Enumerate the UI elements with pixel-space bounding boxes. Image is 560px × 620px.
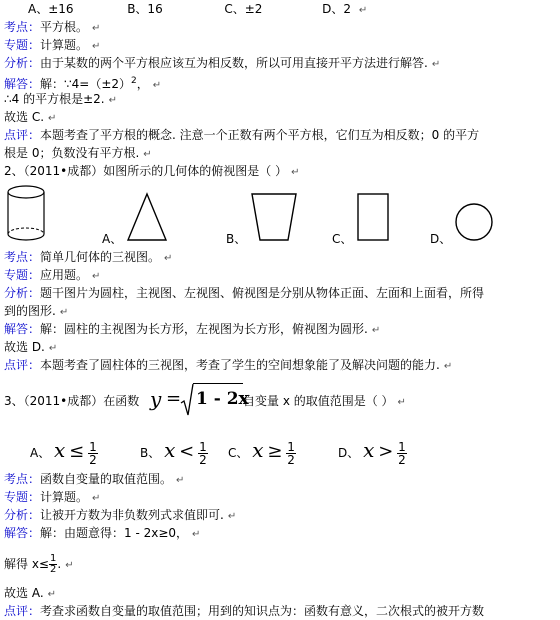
jieda-label: 解答：	[4, 77, 41, 91]
choice-text: 故选 D.	[4, 340, 45, 354]
jieda-text: 解：由题意得：1 - 2x≥0，	[40, 526, 189, 540]
q2-stem-text: 2、（2011•成都）如图所示的几何体的俯视图是（ ）	[4, 164, 288, 178]
return-mark: ↵	[92, 23, 101, 34]
dianping-text-1: 本题考查了平方根的概念. 注意一个正数有两个平方根，它们互为相反数；0 的平方	[40, 128, 480, 142]
triangle-icon	[126, 192, 168, 242]
option-var: x	[54, 438, 66, 462]
fenxi-label: 分析：	[4, 508, 41, 522]
q3-stem	[4, 392, 139, 410]
step2-text: ∴4 的平方根是±2.	[4, 92, 105, 106]
q3-stem-b: 自变量 x 的取值范围是（ ）	[243, 394, 394, 408]
q3-kaodian	[4, 470, 184, 490]
solve-prefix: 解得 x≤	[4, 557, 49, 571]
circle-icon	[454, 202, 494, 242]
q1-option-d: D、2	[322, 2, 351, 16]
return-mark: ↵	[192, 529, 201, 540]
return-mark: ↵	[291, 167, 300, 178]
return-mark: ↵	[92, 41, 101, 52]
option-op: <	[179, 441, 195, 462]
q1-options	[28, 0, 367, 20]
return-mark: ↵	[152, 80, 162, 91]
q3-choice	[4, 584, 56, 604]
return-mark: ↵	[65, 560, 74, 571]
q1-zhuanti	[4, 36, 100, 56]
sqrt-sign	[180, 383, 194, 417]
cylinder-figure	[6, 184, 46, 242]
kaodian-label: 考点：	[4, 250, 41, 264]
kaodian-label: 考点：	[4, 20, 41, 34]
q2-dianping	[4, 356, 452, 376]
fenxi-label: 分析：	[4, 56, 41, 70]
rectangle-icon	[356, 192, 390, 242]
return-mark: ↵	[358, 5, 368, 16]
q2-option-b-label: B、	[226, 232, 247, 246]
q3-stem-b-line	[243, 392, 406, 412]
q3-jieda	[4, 524, 200, 544]
zhuanti-label: 专题：	[4, 38, 41, 52]
q3-option-a	[30, 432, 98, 471]
return-mark: ↵	[443, 361, 453, 372]
q2-stem	[4, 162, 299, 182]
option-op: ≥	[267, 441, 283, 462]
return-mark: ↵	[176, 475, 185, 486]
solve-den: 2	[49, 564, 57, 575]
zhuanti-label: 专题：	[4, 268, 41, 282]
return-mark: ↵	[47, 589, 57, 600]
fraction-half	[198, 441, 208, 466]
zhuanti-text: 计算题。	[40, 38, 89, 52]
option-op: >	[378, 441, 394, 462]
return-mark: ↵	[371, 325, 381, 336]
q1-dianping-cont	[4, 144, 152, 164]
q3-dianping	[4, 602, 484, 620]
cylinder-top-ellipse	[8, 186, 44, 198]
frac-den: 2	[89, 453, 97, 467]
return-mark: ↵	[164, 253, 173, 264]
frac-num: 1	[398, 440, 406, 454]
func-eq: =	[166, 388, 182, 409]
option-label: B、	[140, 446, 161, 460]
q2-fenxi	[4, 284, 484, 302]
q1-option-b: B、16	[127, 2, 163, 16]
frac-num: 1	[89, 440, 97, 454]
q3-fenxi	[4, 506, 236, 526]
fraction-half	[397, 441, 407, 466]
q2-kaodian	[4, 248, 172, 268]
q1-dianping	[4, 126, 479, 144]
jieda-label: 解答：	[4, 526, 41, 540]
return-mark: ↵	[92, 493, 101, 504]
return-mark: ↵	[431, 59, 441, 70]
fenxi-text: 让被开方数为非负数列式求值即可.	[40, 508, 224, 522]
return-mark: ↵	[48, 343, 58, 354]
kaodian-label: 考点：	[4, 472, 41, 486]
q3-solve	[4, 550, 74, 580]
fenxi-text-1: 题干图片为圆柱，主视图、左视图、俯视图是分别从物体正面、左面和上面看，所得	[40, 286, 485, 300]
sqrt-bar	[193, 383, 243, 384]
q3-option-c	[228, 432, 296, 471]
fraction-half	[88, 441, 98, 466]
q1-option-c: C、±2	[224, 2, 263, 16]
option-label: A、	[30, 446, 51, 460]
frac-num: 1	[199, 440, 207, 454]
solve-end: .	[57, 557, 62, 571]
option-var: x	[252, 438, 264, 462]
option-var: x	[363, 438, 375, 462]
q2-choice	[4, 338, 57, 358]
return-mark: ↵	[143, 149, 152, 160]
kaodian-text: 函数自变量的取值范围。	[40, 472, 173, 486]
q1-choice	[4, 108, 56, 128]
jieda-text: 解：∵4=（±2）	[40, 77, 132, 91]
option-op: ≤	[69, 441, 85, 462]
dianping-label: 点评：	[4, 604, 41, 618]
option-label: C、	[228, 446, 249, 460]
q1-step2	[4, 90, 117, 110]
q2-fenxi-cont	[4, 302, 68, 322]
q3-stem-a: 3、（2011•成都）在函数	[4, 394, 140, 408]
dianping-text-2: 根是 0；负数没有平方根.	[4, 146, 140, 160]
zhuanti-text: 应用题。	[40, 268, 89, 282]
func-y: y	[150, 387, 162, 411]
fenxi-text: 由于某数的两个平方根应该互为相反数，所以可用直接开平方法进行解答.	[40, 56, 428, 70]
return-mark: ↵	[397, 397, 406, 408]
jieda-exponent: 2	[131, 76, 137, 86]
q2-option-a-label: A、	[102, 232, 123, 246]
return-mark: ↵	[92, 271, 101, 282]
radicand: 1 - 2x	[196, 389, 249, 409]
fenxi-text-2: 到的图形.	[4, 304, 56, 318]
dianping-label: 点评：	[4, 128, 41, 142]
zhuanti-text: 计算题。	[40, 490, 89, 504]
jieda-text: 解：圆柱的主视图为长方形，左视图为长方形，俯视图为圆形.	[40, 322, 368, 336]
fraction-half	[286, 441, 296, 466]
q3-zhuanti	[4, 488, 100, 508]
zhuanti-label: 专题：	[4, 490, 41, 504]
q3-option-d	[338, 432, 407, 471]
return-mark: ↵	[108, 95, 117, 106]
cylinder-bottom-back	[8, 228, 44, 234]
frac-num: 1	[287, 440, 295, 454]
frac-den: 2	[199, 453, 207, 467]
frac-den: 2	[398, 453, 406, 467]
return-mark: ↵	[227, 511, 237, 522]
dianping-text: 考查求函数自变量的取值范围；用到的知识点为：函数有意义，二次根式的被开方数	[40, 604, 485, 618]
cylinder-bottom-front	[8, 234, 44, 240]
q1-kaodian	[4, 18, 100, 38]
frac-den: 2	[287, 453, 295, 467]
q2-jieda	[4, 320, 380, 340]
option-var: x	[164, 438, 176, 462]
q1-fenxi	[4, 54, 440, 74]
choice-text: 故选 C.	[4, 110, 45, 124]
jieda-label: 解答：	[4, 322, 41, 336]
q2-zhuanti	[4, 266, 100, 286]
q2-option-d-label: D、	[430, 232, 452, 246]
fenxi-label: 分析：	[4, 286, 41, 300]
choice-text: 故选 A.	[4, 586, 44, 600]
kaodian-text: 简单几何体的三视图。	[40, 250, 161, 264]
q2-option-c-label: C、	[332, 232, 353, 246]
return-mark: ↵	[59, 307, 69, 318]
solve-num: 1	[49, 553, 57, 564]
q3-option-b	[140, 432, 208, 471]
dianping-label: 点评：	[4, 358, 41, 372]
return-mark: ↵	[48, 113, 57, 124]
dianping-text: 本题考查了圆柱体的三视图，考查了学生的空间想象能了及解决问题的能力.	[40, 358, 440, 372]
option-label: D、	[338, 446, 360, 460]
q1-option-a: A、±16	[28, 2, 74, 16]
kaodian-text: 平方根。	[40, 20, 89, 34]
trapezoid-icon	[250, 192, 298, 242]
jieda-end: ，	[136, 77, 149, 91]
